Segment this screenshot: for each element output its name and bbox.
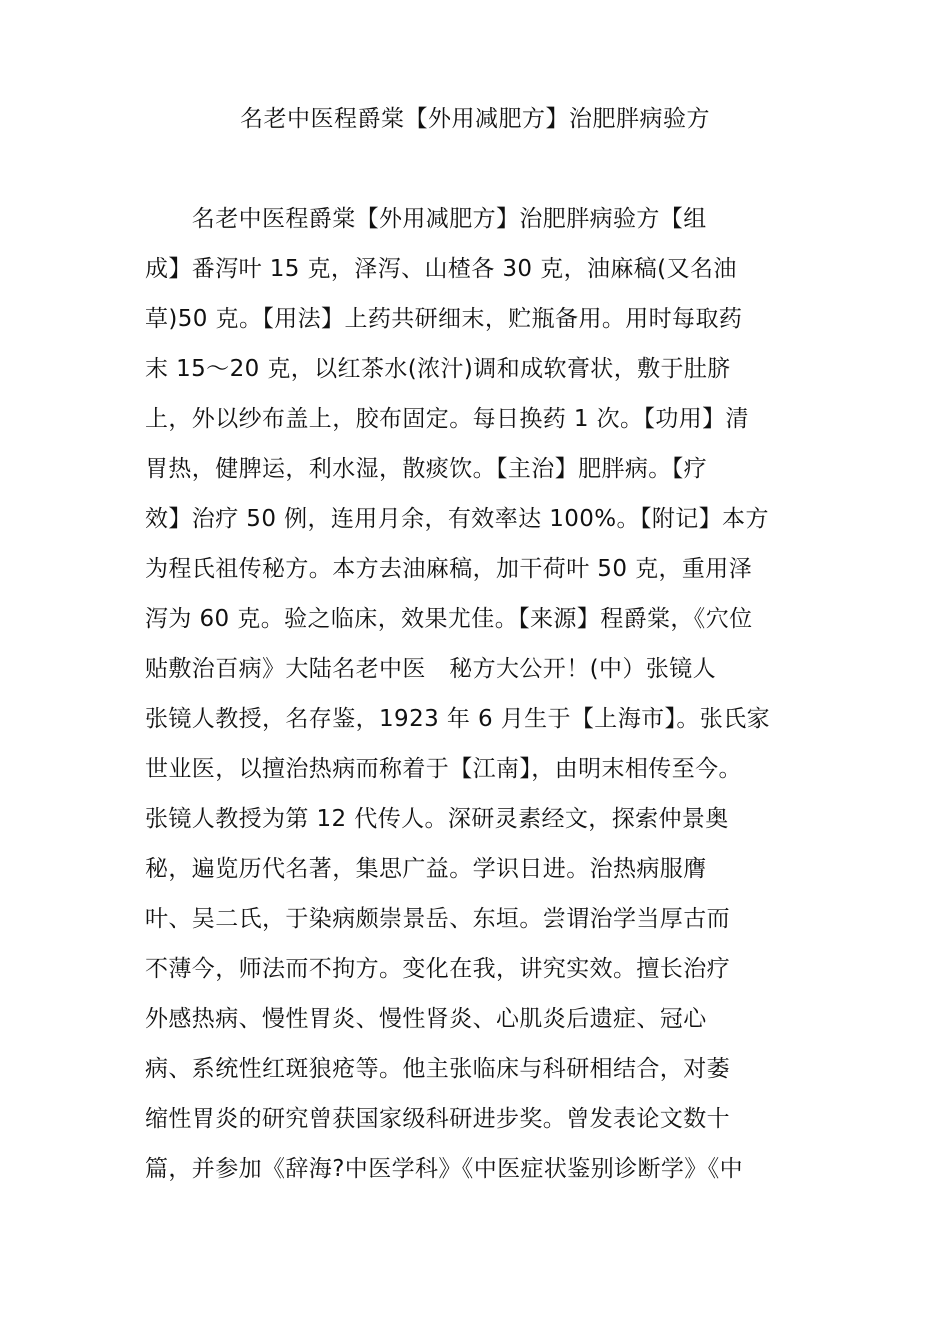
body-line: 缩性胃炎的研究曾获国家级科研进步奖。曾发表论文数十 [145, 1106, 730, 1132]
body-line: 秘，遍览历代名著，集思广益。学识日进。治热病服膺 [145, 856, 707, 882]
body-line: 成】番泻叶 15 克，泽泻、山楂各 30 克，油麻稿(又名油 [145, 256, 737, 282]
body-line: 世业医，以擅治热病而称着于【江南】，由明末相传至今。 [145, 756, 742, 782]
body-line: 效】治疗 50 例，连用月余，有效率达 100%。【附记】本方 [145, 506, 769, 532]
body-line: 末 15～20 克，以红茶水(浓汁)调和成软膏状，敷于肚脐 [145, 356, 731, 382]
document-title: 名老中医程爵棠【外用减肥方】治肥胖病验方 [240, 106, 710, 132]
body-line: 胃热，健脾运，利水湿，散痰饮。【主治】肥胖病。【疗 [145, 456, 707, 482]
body-line: 篇，并参加《辞海?中医学科》《中医症状鉴别诊断学》《中 [145, 1156, 744, 1182]
body-line: 病、系统性红斑狼疮等。他主张临床与科研相结合，对萎 [145, 1056, 730, 1082]
body-line: 张镜人教授为第 12 代传人。深研灵素经文，探索仲景奥 [145, 806, 729, 832]
body-line: 草)50 克。【用法】上药共研细末，贮瓶备用。用时每取药 [145, 306, 743, 332]
body-line: 贴敷治百病》大陆名老中医 秘方大公开！(中）张镜人 [145, 656, 716, 682]
body-line: 上，外以纱布盖上，胶布固定。每日换药 1 次。【功用】清 [145, 406, 749, 432]
body-line: 不薄今，师法而不拘方。变化在我，讲究实效。擅长治疗 [145, 956, 730, 982]
document-body [145, 198, 815, 1198]
body-line: 名老中医程爵棠【外用减肥方】治肥胖病验方【组 [145, 206, 707, 232]
body-line: 张镜人教授，名存鉴，1923 年 6 月生于【上海市】。张氏家 [145, 706, 770, 732]
body-line: 外感热病、慢性胃炎、慢性肾炎、心肌炎后遗症、冠心 [145, 1006, 707, 1032]
body-line: 叶、吴二氏，于染病颇崇景岳、东垣。尝谓治学当厚古而 [145, 906, 730, 932]
body-line: 为程氏祖传秘方。本方去油麻稿，加干荷叶 50 克，重用泽 [145, 556, 753, 582]
body-line: 泻为 60 克。验之临床，效果尤佳。【来源】程爵棠，《穴位 [145, 606, 753, 632]
